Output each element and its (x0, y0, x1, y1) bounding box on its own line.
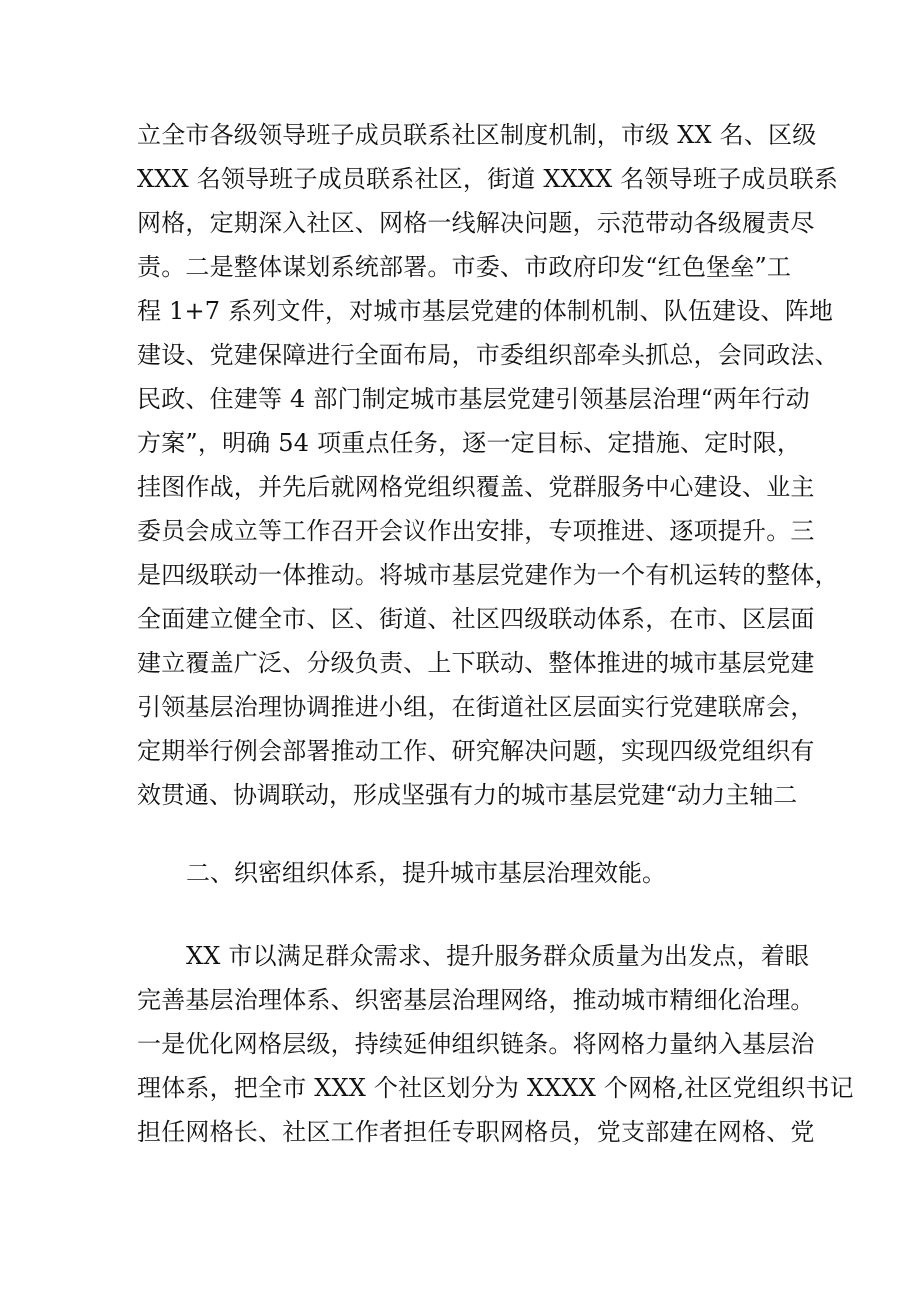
text-line: 方案”，明确 54 项重点任务，逐一定目标、定措施、定时限， (137, 429, 802, 457)
text-line: 建设、党建保障进行全面布局，市委组织部牵头抓总，会同政法、 (137, 341, 839, 369)
text-line: 责。二是整体谋划系统部署。市委、市政府印发“红色堡垒”工 (137, 253, 792, 281)
section-heading: 二、织密组织体系，提升城市基层治理效能。 (186, 859, 666, 887)
text-line: 效贯通、协调联动，形成坚强有力的城市基层党建“动力主轴二 (137, 781, 798, 809)
text-line: 建立覆盖广泛、分级负责、上下联动、整体推进的城市基层党建 (137, 649, 815, 677)
text-line: 理体系，把全市 XXX 个社区划分为 XXXX 个网格,社区党组织书记 (137, 1074, 854, 1102)
text-line: 完善基层治理体系、织密基层治理网络，推动城市精细化治理。 (137, 986, 815, 1014)
text-line: 网格，定期深入社区、网格一线解决问题，示范带动各级履责尽 (137, 209, 815, 237)
text-line: 全面建立健全市、区、街道、社区四级联动体系，在市、区层面 (137, 605, 815, 633)
text-line: 程 1+7 系列文件，对城市基层党建的体制机制、队伍建设、阵地 (137, 297, 834, 325)
text-line: 是四级联动一体推动。将城市基层党建作为一个有机运转的整体， (137, 561, 839, 589)
text-line: 定期举行例会部署推动工作、研究解决问题，实现四级党组织有 (137, 737, 815, 765)
text-line: 民政、住建等 4 部门制定城市基层党建引领基层治理“两年行动 (137, 385, 810, 413)
text-line: XX 市以满足群众需求、提升服务群众质量为出发点，着眼 (186, 942, 810, 970)
text-line: 一是优化网格层级，持续延伸组织链条。将网格力量纳入基层治 (137, 1030, 815, 1058)
text-line: XXX 名领导班子成员联系社区，街道 XXXX 名领导班子成员联系 (137, 165, 839, 193)
text-line: 委员会成立等工作召开会议作出安排，专项推进、逐项提升。三 (137, 517, 815, 545)
text-line: 立全市各级领导班子成员联系社区制度机制，市级 XX 名、区级 (137, 121, 817, 149)
text-line: 引领基层治理协调推进小组，在街道社区层面实行党建联席会， (137, 693, 815, 721)
text-line: 挂图作战，并先后就网格党组织覆盖、党群服务中心建设、业主 (137, 473, 815, 501)
text-line: 担任网格长、社区工作者担任专职网格员，党支部建在网格、党 (137, 1118, 815, 1146)
